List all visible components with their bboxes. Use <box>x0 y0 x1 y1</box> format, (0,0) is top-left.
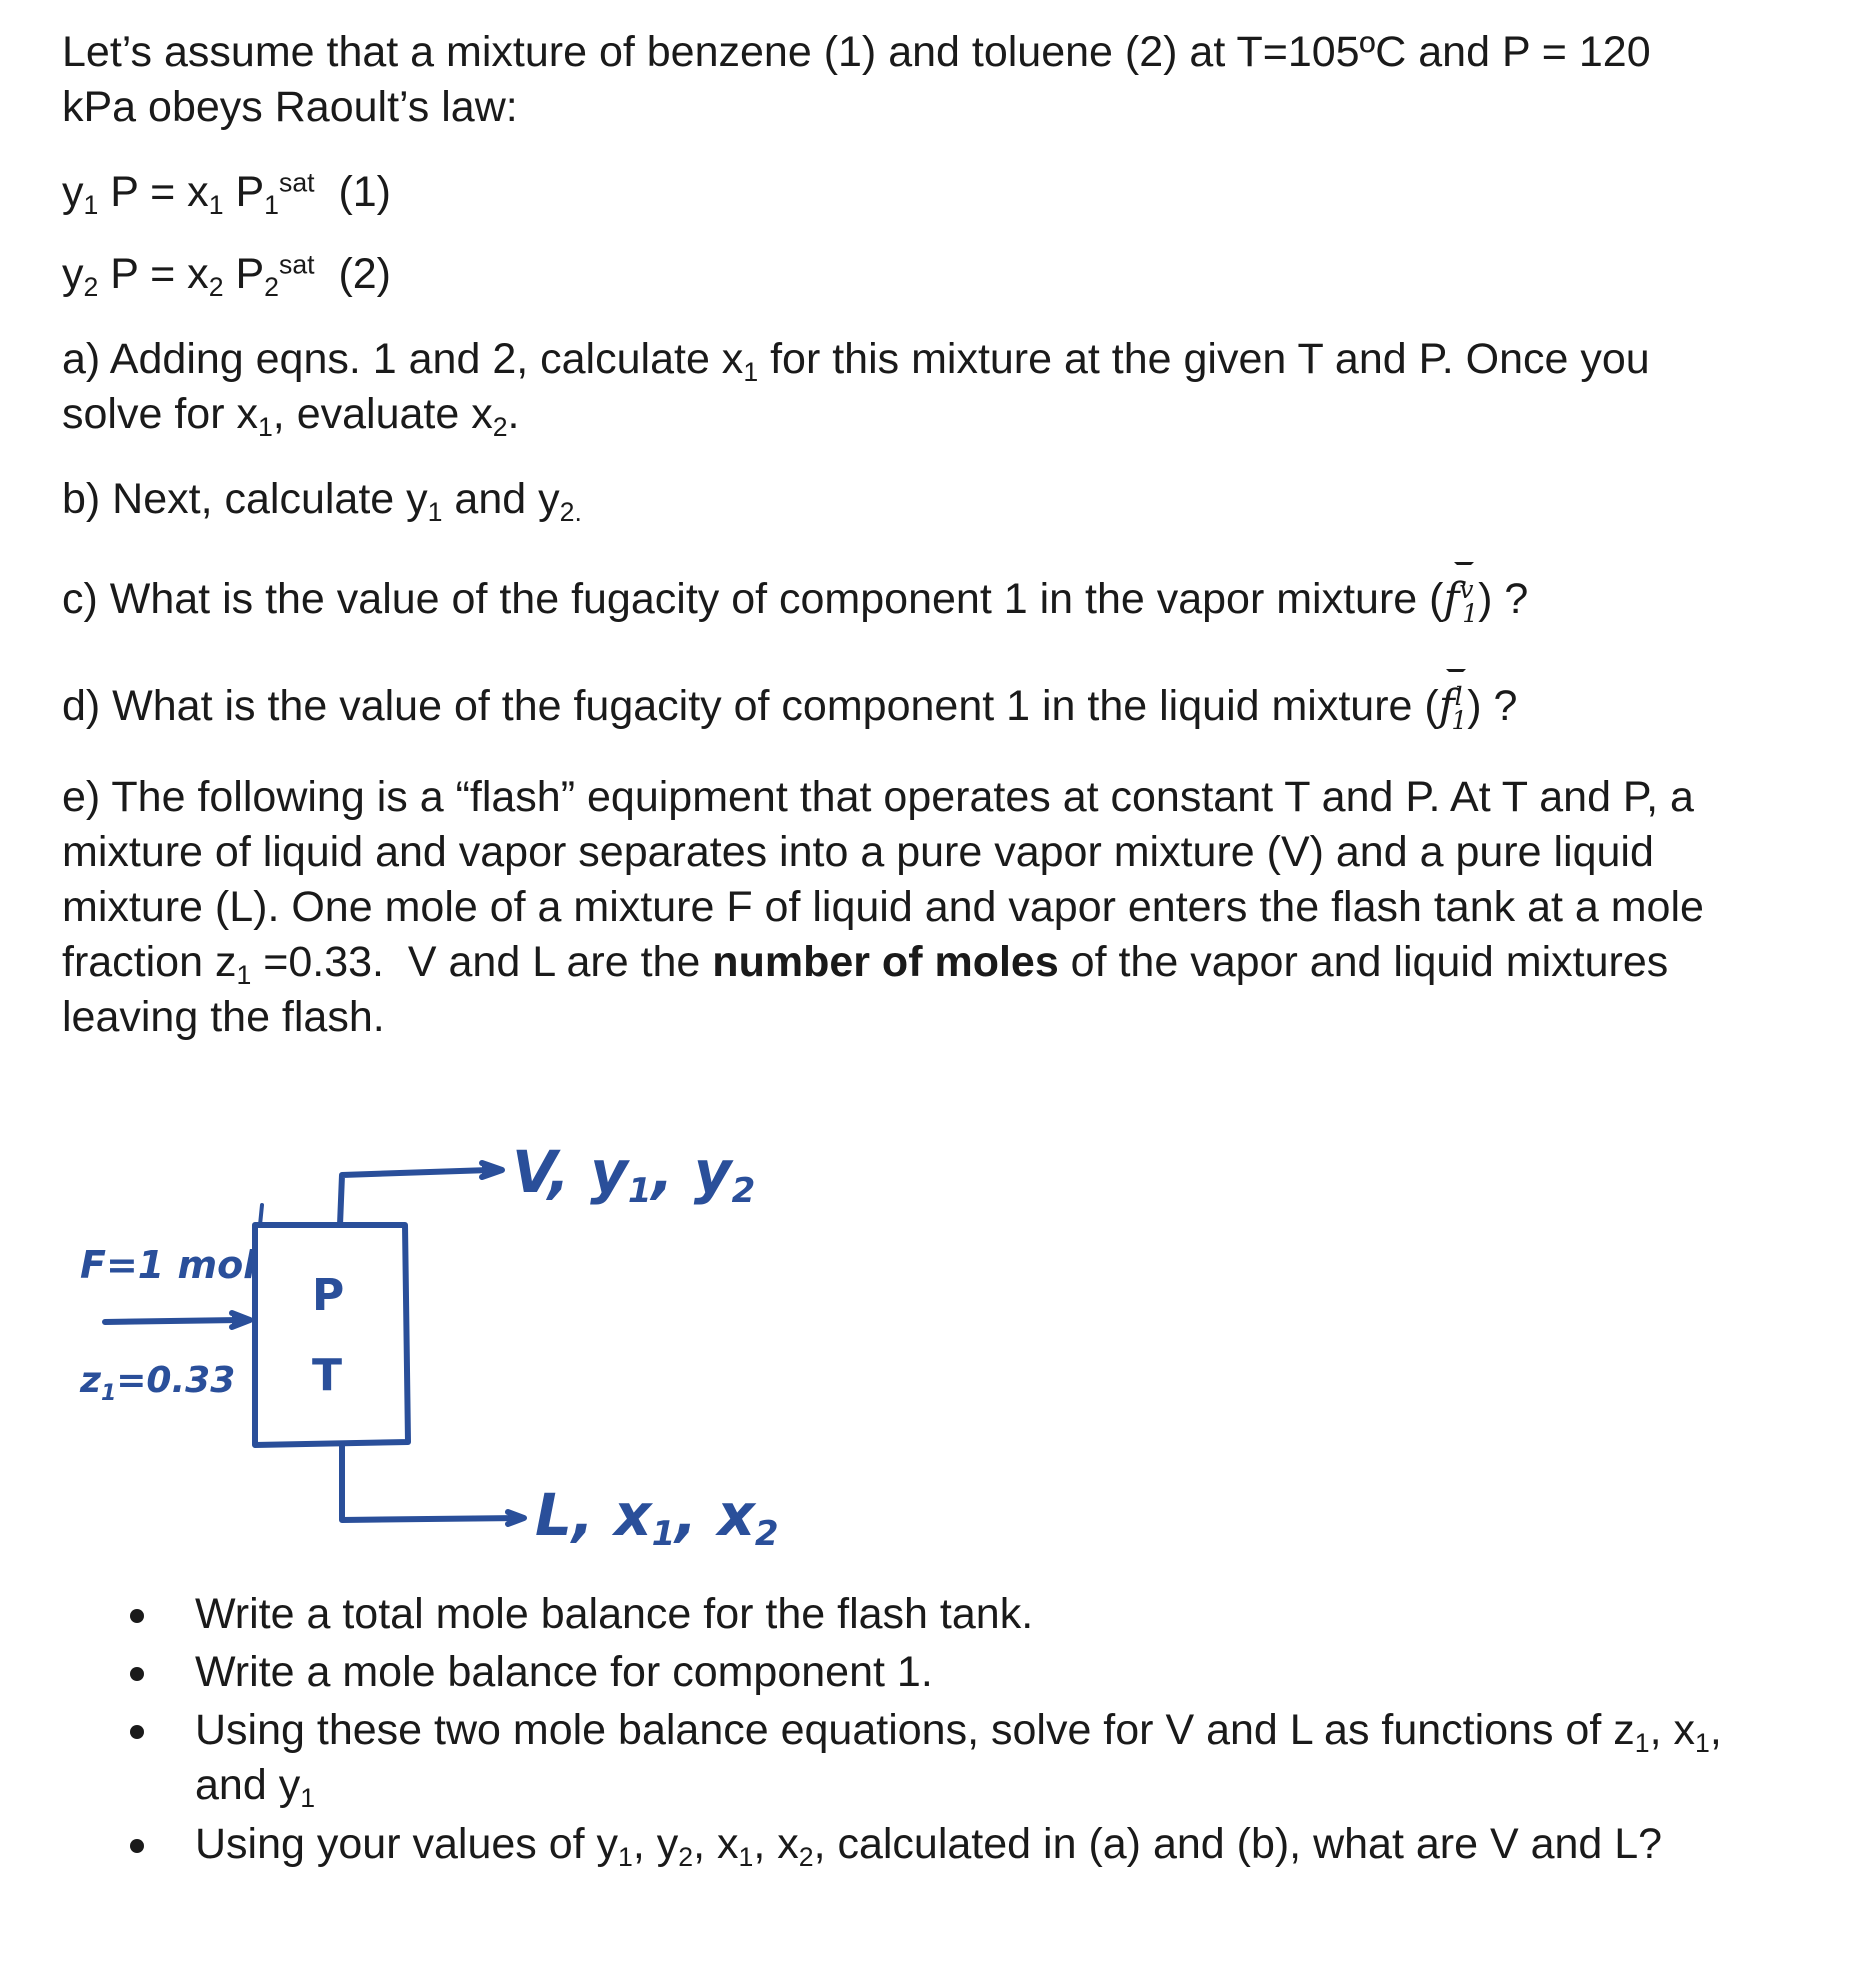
vapor-arrowhead <box>482 1163 502 1177</box>
bullet-dot <box>130 1839 144 1853</box>
feed-composition-label: $z_1=0.33$ <box>80 1360 236 1406</box>
bullet-dot <box>130 1667 144 1681</box>
part-e-line-4: fraction $z_1 =0.33$. V and L are the number of moles of the vapor and liquid mixtures <box>62 938 1669 990</box>
part-e-line-2: mixture of liquid and vapor separates into a pure vapor mixture (V) and a pure liquid <box>62 828 1654 876</box>
part-e-line-5: leaving the flash. <box>62 993 385 1041</box>
part-b: b) Next, calculate $y_1$ and $y_{2.}$ <box>62 475 582 527</box>
feed-inlet-line <box>105 1320 240 1322</box>
flash-tank <box>255 1225 408 1445</box>
fugacity-vapor-symbol: $f^v_1$ <box>1443 574 1479 628</box>
part-e-line-3: mixture (L). One mole of a mixture F of liquid and vapor enters the flash tank at a mole <box>62 883 1704 931</box>
tank-pressure-label: P <box>312 1270 345 1321</box>
part-e-line-1: e) The following is a “flash” equipment that operates at constant T and P. At T and P, a <box>62 773 1694 821</box>
intro-line-1: Let’s assume that a mixture of benzene (1) and toluene (2) at T=105ºC and P = 120 <box>62 28 1651 76</box>
vapor-outlet-line <box>340 1170 490 1225</box>
tank-temperature-label: T <box>312 1350 343 1401</box>
equation-2: $y_2$ $P = x_2$ $P_2^{sat}$ (2) <box>62 249 391 302</box>
liquid-outlet-line <box>342 1445 515 1520</box>
liquid-stream-label: L, x1, x2 <box>535 1481 779 1554</box>
bullet-dot <box>130 1725 144 1739</box>
vapor-stream-label: V, y1, y2 <box>512 1138 756 1211</box>
part-a-line-1: a) Adding eqns. 1 and 2, calculate $x_1$ for this mixture at the given T and P. Once you <box>62 335 1650 387</box>
feed-label: F=1 mol <box>80 1243 257 1287</box>
equation-1: $y_1$ $P = x_1$ $P_1^{sat}$ (1) <box>62 167 391 220</box>
bullet-dot <box>130 1609 144 1623</box>
feed-arrowhead <box>232 1313 250 1327</box>
flash-diagram <box>50 1130 950 1570</box>
part-a-line-2: solve for $x_1$, evaluate $x_2$. <box>62 390 520 442</box>
intro-line-2: kPa obeys Raoult’s law: <box>62 83 518 131</box>
liquid-arrowhead <box>508 1512 524 1524</box>
part-d: d) What is the value of the fugacity of component 1 in the liquid mixture $(f^l_1)$ ? <box>62 681 1518 735</box>
part-c: c) What is the value of the fugacity of component 1 in the vapor mixture $(f^v_1)$ ? <box>62 574 1529 628</box>
fugacity-liquid-symbol: $f^l_1$ <box>1438 681 1468 735</box>
